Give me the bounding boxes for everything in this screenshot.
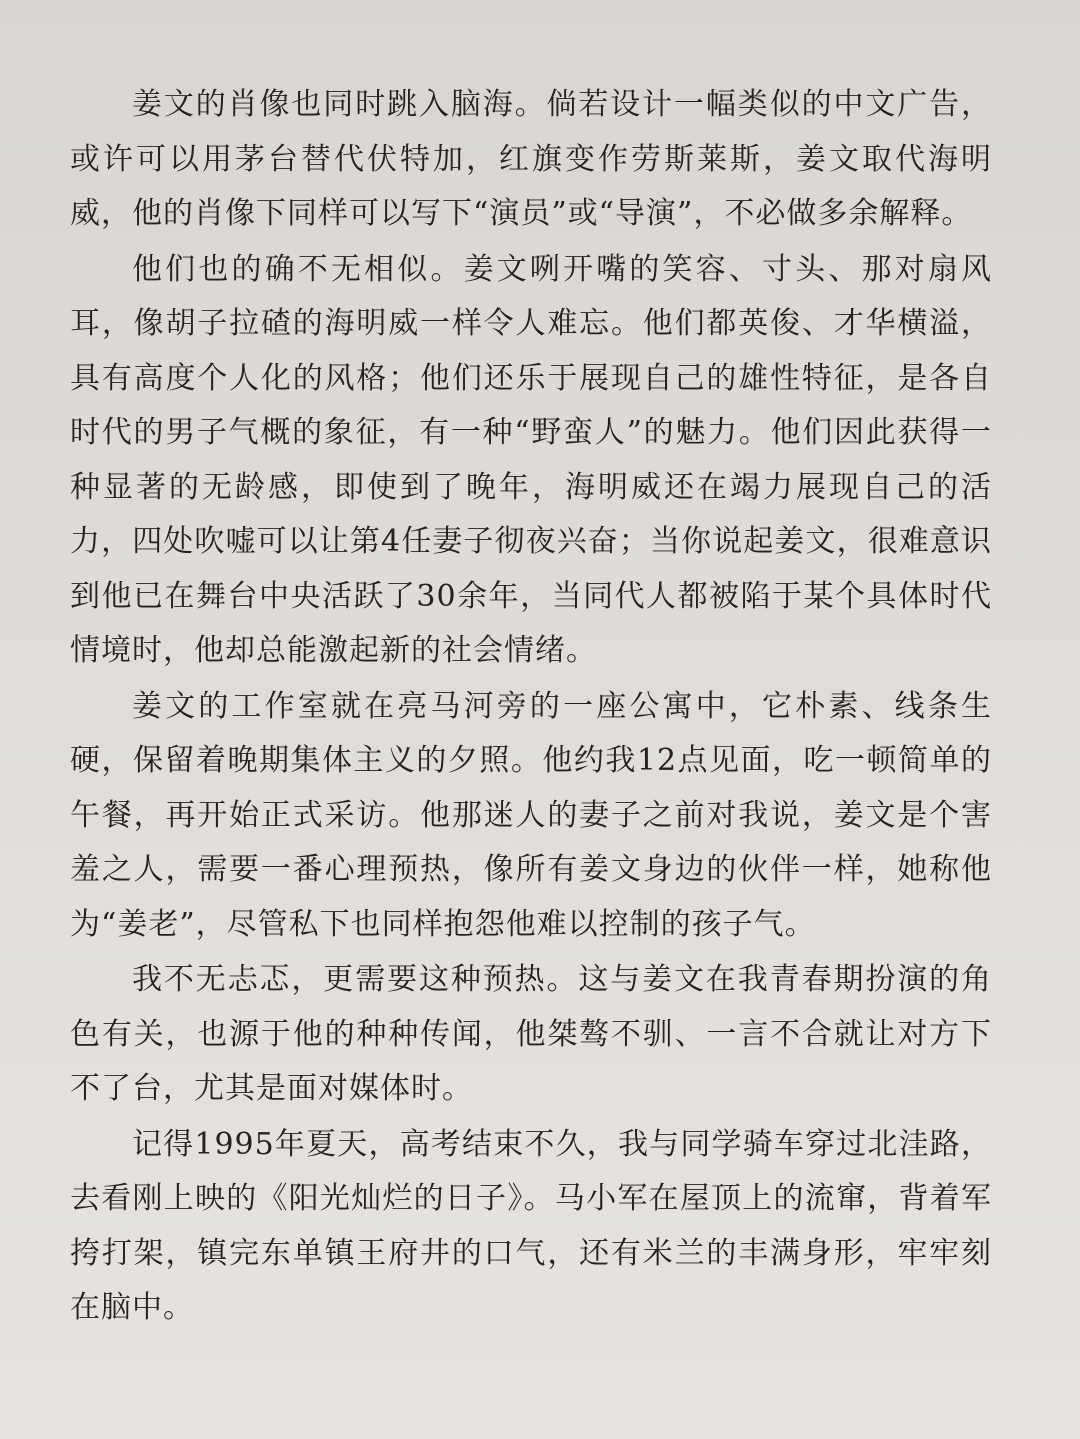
paragraph-4: 我不无忐忑，更需要这种预热。这与姜文在我青春期扮演的角色有关，也源于他的种种传闻，他桀骜不驯、一言不合就让对方下不了台，尤其是面对媒体时。	[70, 962, 992, 1106]
paragraph-1: 姜文的肖像也同时跳入脑海。倘若设计一幅类似的中文广告，或许可以用茅台替代伏特加，红旗变作劳斯莱斯，姜文取代海明威，他的肖像下同样可以写下“演员”或“导演”，不必做多余解释。	[70, 87, 992, 231]
paragraph-2: 他们也的确不无相似。姜文咧开嘴的笑容、寸头、那对扇风耳，像胡子拉碴的海明威一样令人难忘。他们都英俊、才华横溢，具有高度个人化的风格；他们还乐于展现自己的雄性特征，是各自时代的男子气概的象征，有一种“野蛮人”的魅力。他们因此获得一种显著的无龄感，即使到了晚年，海明威还在竭力展现自己的活力，四处吹嘘可以让第4任妻子彻夜兴奋；当你说起姜文，很难意识到他已在舞台中央活跃了30余年，当同代人都被陷于某个具体时代情境时，他却总能激起新的社会情绪。	[70, 251, 992, 668]
paragraph-5: 记得1995年夏天，高考结束不久，我与同学骑车穿过北洼路，去看刚上映的《阳光灿烂的日子》。马小军在屋顶上的流窜，背着军挎打架，镇完东单镇王府井的口气，还有米兰的丰满身形，牢牢刻在脑中。	[70, 1126, 992, 1325]
paragraph-3: 姜文的工作室就在亮马河旁的一座公寓中，它朴素、线条生硬，保留着晚期集体主义的夕照。他约我12点见面，吃一顿简单的午餐，再开始正式采访。他那迷人的妻子之前对我说，姜文是个害羞之人，需要一番心理预热，像所有姜文身边的伙伴一样，她称他为“姜老”，尽管私下也同样抱怨他难以控制的孩子气。	[70, 688, 992, 942]
